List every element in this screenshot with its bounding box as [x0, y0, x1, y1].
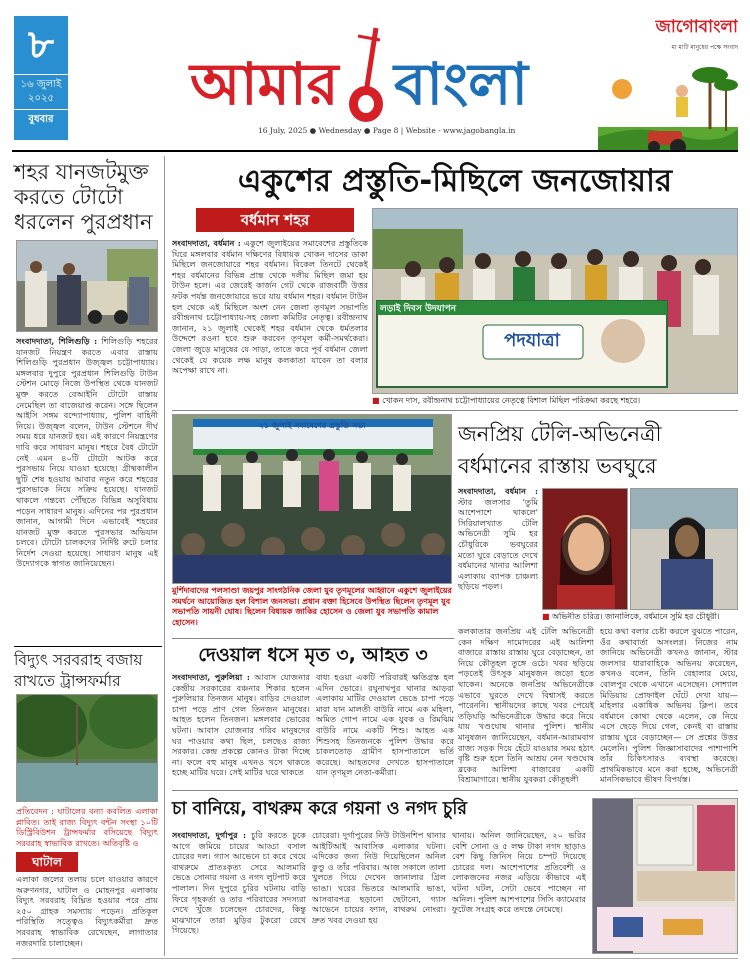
story1-photo: [16, 240, 158, 332]
story2-body: এলাকা জলের তলায় চলে যাওয়ার কারণে অরুণনগর, ঘাটাল ও মোহনপুর এলাকায় বিদ্যুৎ সরবরাহ বিঘ্নিত হওয়ার পরে প্রায় ২৫০ গ্রাহক সমস্যায় পড়েন। প্রতিকূল পরিস্থিতি সত্ত্বেও বিদ্যুৎকর্মীরা দ্রুত সরবরাহ স্বাভাবিক রেখেছেন, লাগাতার নজরদারি চালাচ্ছেন।: [16, 874, 158, 948]
date-line2: ২০২৫: [14, 92, 68, 110]
murshidabad-banner-text: ২১ জুলাই সমাবেশের প্রস্তুতি সভা: [258, 421, 366, 430]
masthead-left: আমার: [190, 50, 339, 118]
story1-text: [16, 336, 158, 642]
theft-text-col1: [172, 830, 306, 956]
theft-body-col3: থানায়। অনিল জানিয়েছেন, ২০ ভরির বেশি সোনা ও ৫ লক্ষ টাকা নগদ ছাড়াও বেশ কিছু জিনিস নিয়ে চম্পট দিয়েছে চোরের দল। আশেপাশের প্রতিবেশী ও লোকজনের নজর এড়িয়ে কীভাবে এই ঘটনা ঘটল, সেটা ভেবে পাচ্ছেন না অনিল। পুলিশ আশপাশের সিসি ক্যামেরার ফুটেজ সংগ্রহ করে তদন্তে নেমেছে।: [452, 830, 586, 915]
caption-marker-icon: ■: [372, 396, 380, 405]
bottom-rule: [12, 958, 738, 959]
story1-body: শিলিগুড়ি শহরের যানজট নিয়ন্ত্রণ করতে এবার রাস্তায় শিলিগুড়ি পুরপ্রধান উজ্জ্বল চট্টোপাধ্যায়। মঙ্গলবার দুপুরে পুরপ্রধান শিলিগুড়ি টাউন স্টেশন মোড়ে নিজে উপস্থিত থেকে যানজট মুক্ত করতে বেআইনি টোটো রাস্তায় নেমেছিল তা বাজেয়াপ্ত করেন। সঙ্গে ছিলেন আইসি সঙ্গম বন্দ্যোপাধ্যায়, পুলিশ বাহিনী নিয়ে। উজ্জ্বল বলেন, টাউন স্টেশনে দীর্ঘ সময় ধরে যানজট হয়। এই কারণে নিয়ন্ত্রণের দাবি করে সাধারণ মানুষ। শহরে বৈধ টোটো নেই এমন ৪০টি টোটো আটক করে পুরসভায় নিয়ে যাওয়া হয়েছে। গ্রীষ্মকালীন ছুটি শেষ হওয়ায় আবার নতুন করে শহরের পুরসভাকে নিয়ে সক্রিয় হয়েছে। যানজট থাকলে গন্তব্যে পৌঁছতে বিভিন্ন অসুবিধায় পড়েন সাধারণ মানুষ। এদিনের পর পুরপ্রধান জানান, আগামী দিনে এভাবেই শহরের যানজট মুক্ত করতে পুরসভার অভিযান চলবে। টোটো চালকদের নির্দিষ্ট রুটে চলার নির্দেশ দেওয়া হয়েছে। সাধারণ মানুষ এই উদ্যোগকে স্বাগত জানিয়েছেন।: [16, 336, 158, 569]
theft-byline: সংবাদদাতা, দুর্গাপুর :: [172, 830, 247, 840]
actress-byline: সংবাদদাতা, বর্ধমান :: [458, 486, 538, 496]
left-column-divider: [164, 156, 165, 956]
story1-headline: শহর যানজটমুক্ত করতে টোটো ধরলেন পুরপ্রধান: [14, 160, 153, 234]
header-rule: [12, 150, 738, 152]
story1-byline: সংবাদদাতা, শিলিগুড়ি :: [16, 336, 98, 346]
theft-body-col2: চোরেরা। দুর্গাপুরের নিউ টাউনশিপ থানার আইটিআই আবাসিক এলাকার ঘটনা। এদিকের জন্য নিউ দিয়েছিলেন অনিল কুণ্ডু ও তাঁর পরিবার। আজ সকালে তালা খুলতে গিয়ে দেখেন জানালার গ্রিল ভাঙা। ঘরের ভিতরে আলমারি ভাঙা, আসবাবপত্র ছড়ানো ছেটানো, গ্যাস আভেনে চায়ের ফ্যান, বাথরুম নোংরা। দ্রুত খবর দেওয়া হয়: [312, 830, 446, 925]
story2-headline: বিদ্যুৎ সরবরাহ বজায় রাখতে ট্রান্সফর্মার: [14, 651, 143, 690]
lead-headline: একুশের প্রস্তুতি-মিছিলে জনজোয়ার: [237, 163, 673, 199]
masthead-right: বাংলা: [394, 50, 529, 118]
actress-photo-caption-text: অভিনীত চরিত্র। জানালিকে, বর্ধমানে সুমি হর চৌধুরী।: [552, 612, 720, 621]
ad-tagline: মা মাটি মানুষের পক্ষে সংবাদ: [671, 44, 738, 51]
lead-body: একুশে জুলাইয়ের সমাবেশের প্রস্তুতিকে ঘিরে মঙ্গলবার বর্ধমান দক্ষিণের বিধায়ক খোকন দাসের ডাকা মিছিলে জনজোয়ারে শহর বর্ধমান। বিকেল তিনটে থেকেই শহর বর্ধমানের বিভিন্ন প্রান্ত থেকে দলীয় মিছিল জমা হয় টাউন হলে। এর জেরেই কার্জন গেট থেকে রাজবাটী উত্তর ফটক পর্যন্ত জনজোয়ারে ভরে যায় বর্ধমান শহর। বর্ধমান টাউন হল থেকে এই মিছিলে অংশ নেন জেলা তৃণমূল সভাপতি রবীন্দ্রনাথ চট্টোপাধ্যায়-সহ জেলা কমিটির নেতৃত্ব। রবীন্দ্রনাথ জানান, ২১ জুলাই থেকেই শহর বর্ধমান থেকে ধর্মতলার উদ্দেশে রওনা হবে শুরু করবেন তৃণমূল কর্মী-সমর্থকেরা। জেলা জুড়ে মানুষের যে সাড়া, তাতে করে পূর্ব বর্ধমান জেলা থেকেই যে কয়েক লক্ষ মানুষ কলকাতা যাবেন তা বলার অপেক্ষা রাখে না।: [172, 238, 368, 376]
ektara-logo-icon: [338, 26, 398, 126]
actress-body-top: স্টার জলসার 'তুমি আশেপাশে থাকলে' সিরিয়ালখ্যাত টেলি অভিনেত্রী সুমি হর চৌধুরিকে ভবঘুরের মতো ঘুরে বেড়াতে দেখে বর্ধমানের খানার আলিশা এলাকায় ব্যাপক চাঞ্চল্য ছড়িয়ে পড়ল।: [458, 496, 538, 592]
actress-body-col2: হয়ে কথা বলার চেষ্টা করলে বুঝতে পারেন, ওঁর কথাবার্তা অসংলগ্ন। নিজের নাম জানিয়ে অভিনেত্রী কখনও জানান, স্টার জলসার ধারাবাহিকে অভিনয় করেছেন, কখনও বলেন, তিনি বেহালার মেয়ে, বোলপুর থেকে এখানে এসেছেন। সোশ্যাল মিডিয়ায় প্রোফাইল ঘেঁটে দেখা যায়— মহিলার একাধিক অভিনয় ক্লিপ। তবে বর্ধমানে কোথা থেকে এলেন, কে নিয়ে এসে ছেড়ে দিয়ে গেল, কেনই বা রাস্তায় রাস্তায় ঘুরে বেড়াচ্ছেন— সে প্রশ্নের উত্তর মেলেনি। পুলিশ জিজ্ঞাসাবাদের পাশাপাশি তাঁর চিকিৎসারও ব্যবস্থা করেছে। প্রাথমিকভাবে মনে করা হচ্ছে, অভিনেত্রী মানসিকভাবে ভীষণ বিপর্যস্ত।: [600, 626, 738, 785]
weekday: বুধবার: [28, 114, 54, 125]
lead-banner-text: পদযাত্রা: [504, 330, 560, 351]
wall-headline: দেওয়াল ধসে মৃত ৩, আহত ৩: [198, 644, 428, 666]
ad-illustration: [598, 57, 738, 150]
page-number: ৮: [14, 16, 68, 75]
actress-photo-1: [542, 488, 628, 610]
actress-top-text: [458, 486, 538, 618]
lead-rule: [172, 410, 738, 411]
lead-section-tag: বর্ধমান শহর: [196, 208, 354, 232]
wall-body-col2: বাধ্য হওয়া একটি পরিবারই ক্ষতিগ্রস্ত হল এদিন ভোরে। রঘুনাথপুর থানার আড়রা এলাকায় মাটির দেওয়াল ভেঙে চাপা পড়ে মারা যান মালতী বাউরি নামে এক মহিলা, অমিত গোপ নামে এক যুবক ও রিমঝিম বাউরি নামে একটি শিশু। আহত এক শিশুসহ তিনজনকে পুলিশ উদ্ধার করে চাকলতোড় গ্রামীণ হাসপাতালে ভর্তি করেছে। আহতদের দেখতে হাসপাতালে যান তৃণমূল নেতা-কর্মীরা।: [316, 672, 454, 778]
wall-body-col1: আবাস যোজনার কেন্দ্রীয় সরকারের বঞ্চনার শিকার হলেন পুরুলিয়ার তিনজন মানুষ। বাড়ির দেওয়াল চাপা পড়ে প্রাণ গেল তিনজন মানুষের। আহত হলেন তিনজন। মঙ্গলবার ভোরের ঘটনা। আবাস যোজনার গরিব মানুষদের ঘর পাওয়ার কথা ছিল, চলছেও রাজ্য সরকার। কেন্দ্র প্রকল্পে কোনও টাকা দিচ্ছে না। ফলে বহু মানুষ এখনও খসে থাকতে হচ্ছে মাটির ঘরে। সেই মাটির ঘরে থাকতে: [172, 672, 310, 778]
ad-title: জাগোবাংলা: [655, 17, 738, 37]
left-story-divider: [14, 646, 162, 647]
wall-byline: সংবাদদাতা, পুরুলিয়া :: [172, 672, 250, 682]
lead-text: [172, 238, 368, 396]
lead-photo-caption-text: খোকন দাস, রবীন্দ্রনাথ চট্টোপাধ্যায়ের নেতৃত্বে বিশাল মিছিল পরিক্রমা করছে শহরে।: [382, 396, 641, 405]
actress-photo-2: [630, 488, 738, 610]
actress-photo-caption: [542, 612, 738, 624]
lead-byline: সংবাদদাতা, বর্ধমান :: [172, 238, 241, 248]
actress-headline: জনপ্রিয় টেলি-অভিনেত্রী বর্ধমানের রাস্তায় ভবঘুরে: [458, 422, 662, 478]
jagobangla-ad: [598, 14, 738, 150]
story2-badge: ঘাটাল: [16, 852, 78, 872]
wall-text-col1: [172, 672, 310, 788]
murshidabad-photo: [172, 414, 452, 584]
theft-headline: চা বানিয়ে, বাথরুম করে গয়না ও নগদ চুরি: [172, 799, 467, 819]
date-line1: ১৬ জুলাই: [20, 79, 62, 90]
wall-rule: [172, 638, 454, 639]
actress-body-col1: কলকাতার জনপ্রিয় এই টেলি অভিনেত্রী কেন দক্ষিণ দামোদরের এই আলিশা বাজারে রাস্তায় রাস্তায় ঘুরে বেড়াচ্ছেন, তা নিয়ে কৌতূহল তুঙ্গে ওঠে। খবর ছড়িয়ে পড়তেই উৎসুক মানুষজন জড়ো হতে থাকেন। অনেকে জনপ্রিয় অভিনেত্রীকে এভাবে ঘুরতে দেখে বিশ্বাসই করতে পারেননি। স্থানীয়দের কাছে খবর পেয়েই তড়িঘড়ি অভিনেত্রীকে উদ্ধার করে নিয়ে যায় খণ্ডঘোষ থানার পুলিশ। স্থানীয় মানুষজন জানিয়েছেন, বর্ধমান-আরামবাগ রাজ্য সড়ক দিয়ে হেঁটে যাওয়ার সময় হঠাৎ বৃষ্টি শুরু হলে তিনি আশ্রয় নেন খণ্ডঘোষ ব্লকের আলিশা বাজারের একটি বিশ্রামাগারে। স্থানীয় যুবকরা কৌতূহলী: [458, 626, 594, 785]
murshidabad-caption: মুর্শিদাবাদের পলসাণ্ডা জয়পুর সাংগঠনিক জেলা যুব তৃণমূলের আহ্বানে একুশে জুলাইয়ের সমর্থনে আয়োজিত হল বিশাল জনসভা। প্রধান বক্তা হিসেবে উপস্থিত ছিলেন তৃণমূল যুব সভাপতি সায়নী ঘোষ। ছিলেন বিধায়ক জাকির হোসেন ও জেলা যুব সভাপতি কামাল হোসেন।: [172, 586, 452, 627]
theft-photo: [592, 798, 738, 954]
caption-marker-icon: ■: [542, 612, 550, 621]
dateline: 16 July, 2025 ● Wednesday ● Page 8 | Website - www.jagobangla.in: [258, 126, 516, 135]
story2-caption: প্রতিবেদন : ঘাটালের বন্যা কবলিত এলাকা প্লাবিত। তাই রাজ্য বিদ্যুৎ বন্টন সংস্থা ১০টি ডিস্ট্রিবিউশন ট্রান্সফর্মার বসিয়েছে বিদ্যুৎ সরবরাহ স্বাভাবিক রাখতে। অতিবৃষ্টি ও: [16, 806, 158, 848]
lead-photo-caption: [372, 396, 738, 408]
story2-flood-photo: [16, 694, 158, 802]
theft-body-col1: চুরি করতে ঢুকে আগে জমিয়ে চায়ের আড্ডা বসাল চোরের দল। গ্যাস আভেনে চা করে খেয়ে বাথরুমে প্রাতঃকৃত্য সেরে আলমারি ভেঙে সোনার গয়না ও নগদ লুটপাট করে পালাল। দিন দুপুরে চুরির ঘটনায় বাড়ি ফিরে গৃহকর্তা ও তার পরিবারের সদস্যরা দেখে খুঁজে চলেছেন চোরদের, কিন্তু মাঝখানে তারা মুড়ির টুকরো রেখে গিয়েছে।: [172, 830, 306, 936]
date-box: [14, 16, 68, 140]
masthead: [190, 48, 560, 124]
lead-banner-top: লড়াই দিবস উদযাপন: [380, 304, 456, 314]
theft-rule: [172, 790, 738, 791]
